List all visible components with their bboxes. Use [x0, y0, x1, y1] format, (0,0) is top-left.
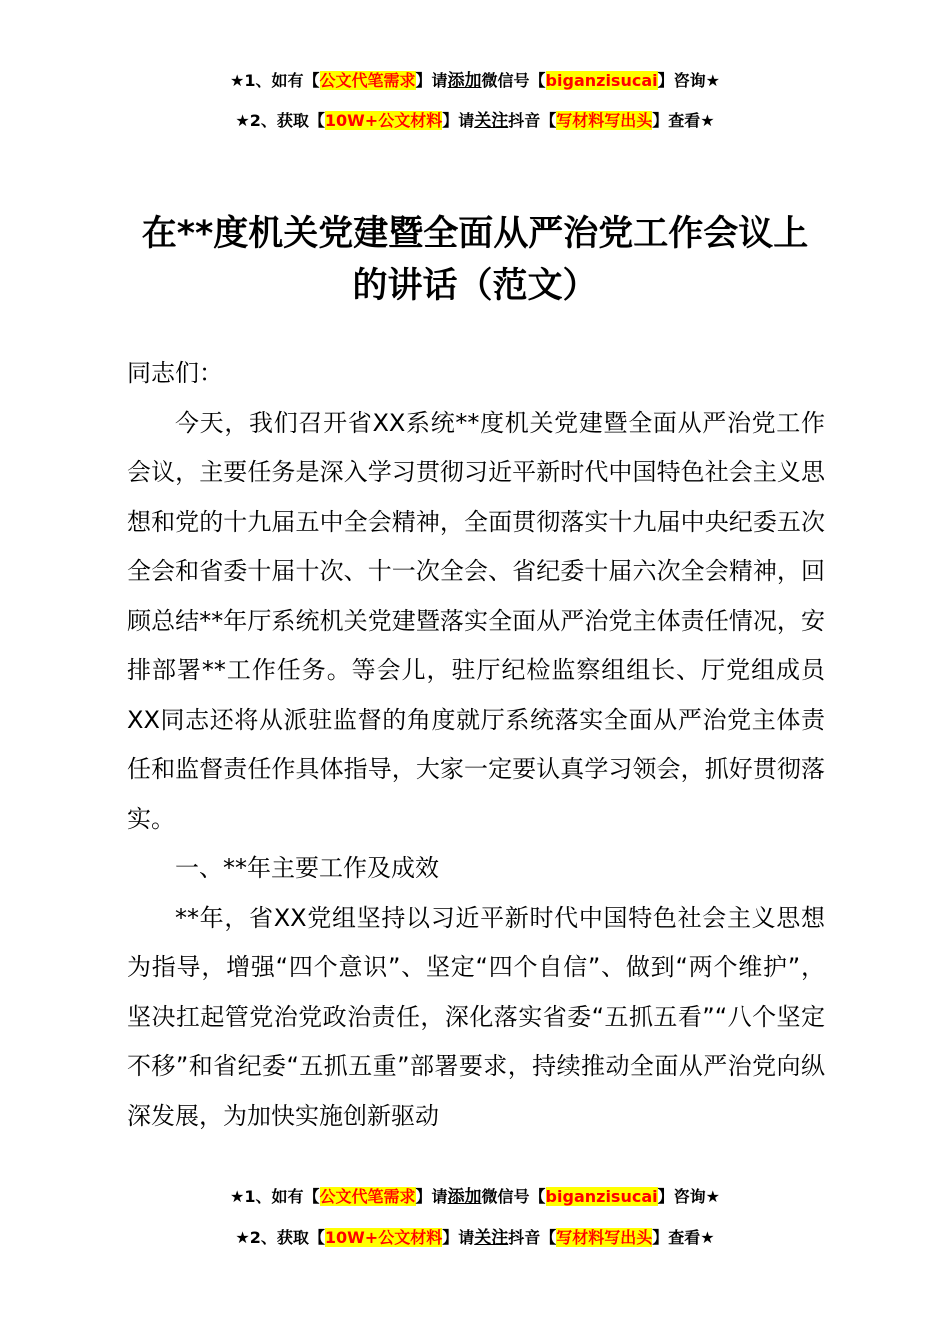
ad-highlight-wechat-id: biganzisucai	[545, 71, 658, 90]
ad-highlight-douyin-id: 写材料写出头	[556, 111, 653, 130]
ad-text: 】咨询	[657, 71, 706, 90]
ad-text: 】查看	[652, 111, 701, 130]
title-line-1: 在**度机关党建暨全面从严治党工作会议上	[141, 214, 809, 254]
document-body	[127, 349, 825, 1141]
ad-text: 微信号【	[481, 71, 546, 90]
star-icon: ★	[700, 111, 715, 130]
ad-text: 2、获取【	[249, 1228, 325, 1247]
ad-text: 】请	[415, 1187, 448, 1206]
star-icon: ★	[700, 1228, 715, 1247]
section-heading: 一、**年主要工作及成效	[175, 854, 439, 882]
footer-ad-line-2	[0, 1227, 950, 1249]
paragraph-intro: 今天，我们召开省XX系统**度机关党建暨全面从严治党工作会议，主要任务是深入学习贯彻习近平新时代中国特色社会主义思想和党的十九届五中全会精神，全面贯彻落实十九届中央纪委五次全会和省委十届十次、十一次全会、省纪委十届六次全会精神，回顾总结**年厅系统机关党建暨落实全面从严治党主体责任情况，安排部署**工作任务。等会儿，驻厅纪检监察组组长、厅党组成员XX同志还将从派驻监督的角度就厅系统落实全面从严治党主体责任和监督责任作具体指导，大家一定要认真学习领会，抓好贯彻落实。	[127, 408, 825, 833]
ad-underline: 关注	[474, 1228, 509, 1248]
paragraph-achievements: **年，省XX党组坚持以习近平新时代中国特色社会主义思想为指导，增强“四个意识”、坚定“四个自信”、做到“两个维护”，坚决扛起管党治党政治责任，深化落实省委“五抓五看”“八个坚定不移”和省纪委“五抓五重”部署要求，持续推动全面从严治党向纵深发展，为加快实施创新驱动	[127, 903, 825, 1130]
ad-underline: 添加	[447, 1187, 482, 1207]
ad-highlight: 10W+公文材料	[324, 1228, 443, 1247]
ad-text: 抖音【	[508, 111, 557, 130]
ad-highlight: 公文代笔需求	[319, 1187, 416, 1206]
ad-text: 1、如有【	[244, 71, 320, 90]
ad-text: 】请	[415, 71, 448, 90]
star-icon: ★	[235, 1228, 250, 1247]
ad-text: 】咨询	[657, 1187, 706, 1206]
star-icon: ★	[235, 111, 250, 130]
greeting: 同志们：	[127, 359, 223, 387]
star-icon: ★	[705, 1187, 720, 1206]
ad-text: 】请	[442, 1228, 475, 1247]
star-icon: ★	[230, 71, 245, 90]
document-title	[100, 208, 850, 312]
star-icon: ★	[230, 1187, 245, 1206]
ad-text: 微信号【	[481, 1187, 546, 1206]
star-icon: ★	[705, 71, 720, 90]
ad-underline: 关注	[474, 111, 509, 131]
ad-text: 抖音【	[508, 1228, 557, 1247]
ad-highlight: 公文代笔需求	[319, 71, 416, 90]
ad-underline: 添加	[447, 71, 482, 91]
ad-text: 1、如有【	[244, 1187, 320, 1206]
ad-text: 2、获取【	[249, 111, 325, 130]
ad-highlight: 10W+公文材料	[324, 111, 443, 130]
ad-highlight-douyin-id: 写材料写出头	[556, 1228, 653, 1247]
ad-text: 】请	[442, 111, 475, 130]
ad-highlight-wechat-id: biganzisucai	[545, 1187, 658, 1206]
footer-ad-line-1	[0, 1186, 950, 1208]
header-ad-line-2	[0, 110, 950, 132]
header-ad-line-1	[0, 70, 950, 92]
ad-text: 】查看	[652, 1228, 701, 1247]
title-line-2: 的讲话（范文）	[352, 266, 598, 306]
